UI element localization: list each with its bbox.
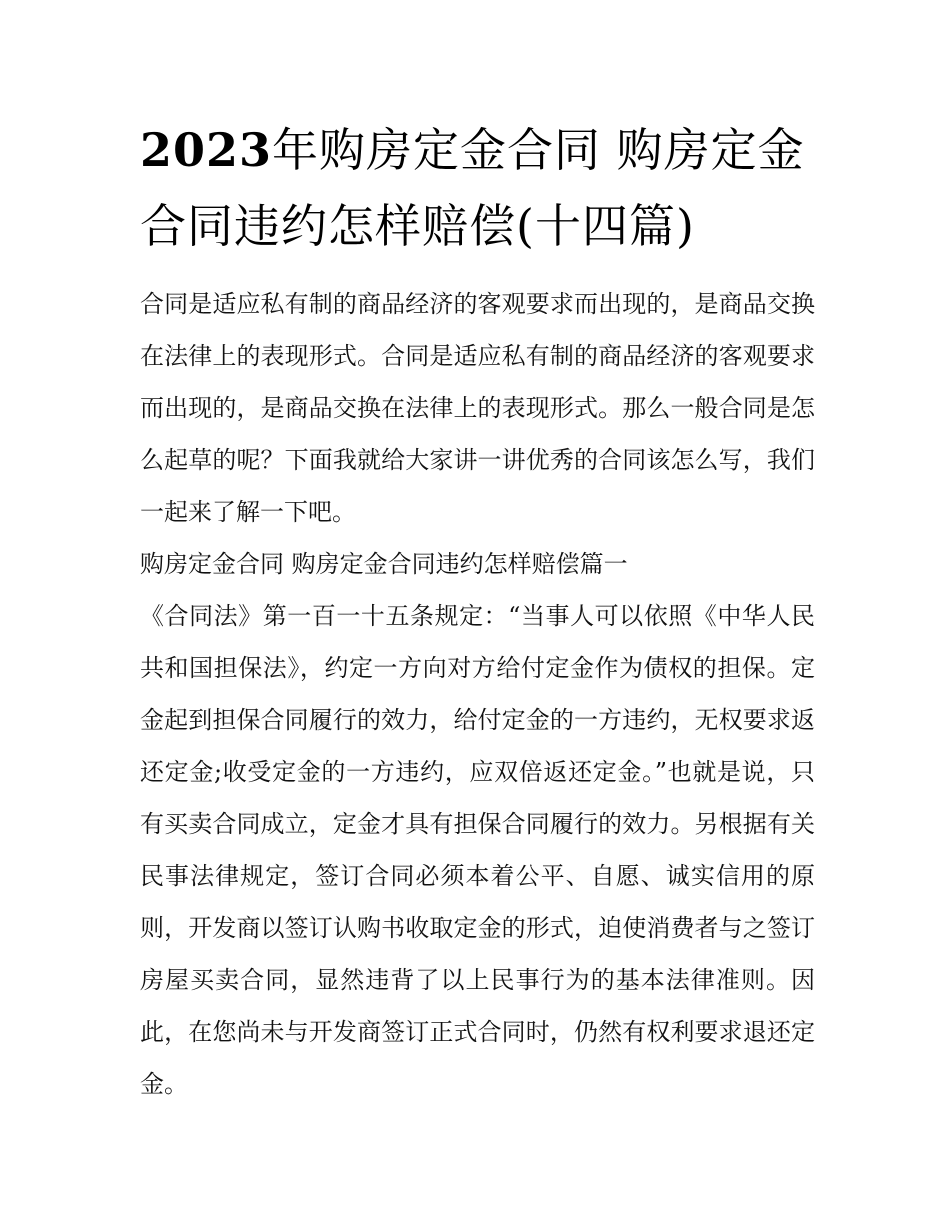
title-year: 2023: [140, 123, 273, 177]
title-text: 年购房定金合同 购房定金合同违约怎样赔偿(十四篇): [140, 123, 805, 253]
document-content: [140, 112, 815, 1110]
body-paragraph: 《合同法》第一百一十五条规定：“当事人可以依照《中华人民共和国担保法》，约定一方向对方给付定金作为债权的担保。定金起到担保合同履行的效力，给付定金的一方违约，无权要求返还定金;收受定金的一方违约，应双倍返还定金。”也就是说，只有买卖合同成立，定金才具有担保合同履行的效力。另根据有关民事法律规定，签订合同必须本着公平、自愿、诚实信用的原则，开发商以签订认购书收取定金的形式，迫使消费者与之签订房屋买卖合同，显然违背了以上民事行为的基本法律准则。因此，在您尚未与开发商签订正式合同时，仍然有权利要求退还定金。: [140, 602, 815, 1098]
section-heading: 购房定金合同 购房定金合同违约怎样赔偿篇一: [140, 550, 628, 578]
document-title: [140, 112, 815, 264]
intro-paragraph: 合同是适应私有制的商品经济的客观要求而出现的，是商品交换在法律上的表现形式。合同是适应私有制的商品经济的客观要求而出现的，是商品交换在法律上的表现形式。那么一般合同是怎么起草的呢？下面我就给大家讲一讲优秀的合同该怎么写，我们一起来了解一下吧。: [140, 290, 815, 526]
